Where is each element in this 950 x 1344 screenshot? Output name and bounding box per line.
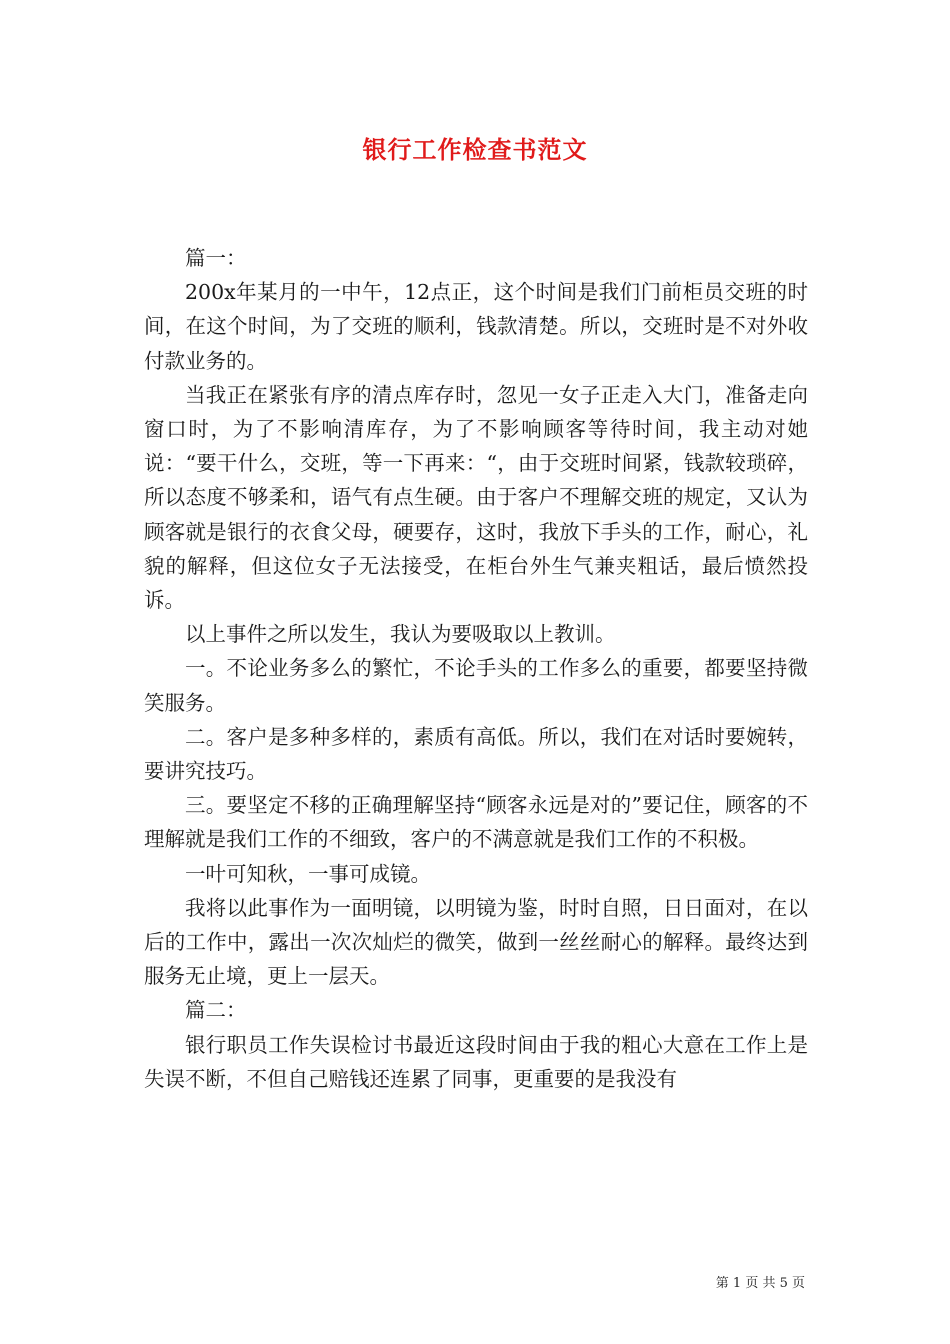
paragraph: 我将以此事作为一面明镜，以明镜为鉴，时时自照，日日面对，在以后的工作中，露出一次次灿烂的微笑，做到一丝丝耐心的解释。最终达到服务无止境，更上一层天。: [144, 895, 808, 989]
document-body: [144, 241, 808, 1096]
paragraph: 200x年某月的一中午，12点正，这个时间是我们门前柜员交班的时间，在这个时间，为了交班的顺利，钱款清楚。所以，交班时是不对外收付款业务的。: [144, 280, 808, 373]
section-heading: 篇一：: [185, 246, 247, 270]
paragraph: 银行职员工作失误检讨书最近这段时间由于我的粗心大意在工作上是失误不断，不但自己赔钱还连累了同事，更重要的是我没有: [144, 1032, 808, 1091]
page-number-footer: 第 1 页 共 5 页: [715, 1276, 805, 1291]
paragraph: 一叶可知秋，一事可成镜。: [185, 861, 431, 886]
paragraph: 二。客户是多种多样的，素质有高低。所以，我们在对话时要婉转，要讲究技巧。: [144, 724, 808, 784]
paragraph: 当我正在紧张有序的清点库存时，忽见一女子正走入大门，准备走向窗口时，为了不影响清库存，为了不影响顾客等待时间，我主动对她说：“要干什么，交班，等一下再来：“，由于交班时间紧，钱款较琐碎，所以态度不够柔和，语气有点生硬。由于客户不理解交班的规定，又认为顾客就是银行的衣食父母，硬要存，这时，我放下手头的工作，耐心，礼貌的解释，但这位女子无法接受，在柜台外生气兼夹粗话，最后愤然投诉。: [144, 382, 808, 613]
paragraph: 一。不论业务多么的繁忙，不论手头的工作多么的重要，都要坚持微笑服务。: [144, 656, 808, 715]
paragraph: 三。要坚定不移的正确理解坚持“顾客永远是对的”要记住，顾客的不理解就是我们工作的不细致，客户的不满意就是我们工作的不积极。: [144, 793, 808, 852]
section-heading: 篇二：: [185, 998, 247, 1023]
document-title: 银行工作检查书范文: [362, 135, 588, 164]
paragraph: 以上事件之所以发生，我认为要吸取以上教训。: [185, 622, 616, 647]
